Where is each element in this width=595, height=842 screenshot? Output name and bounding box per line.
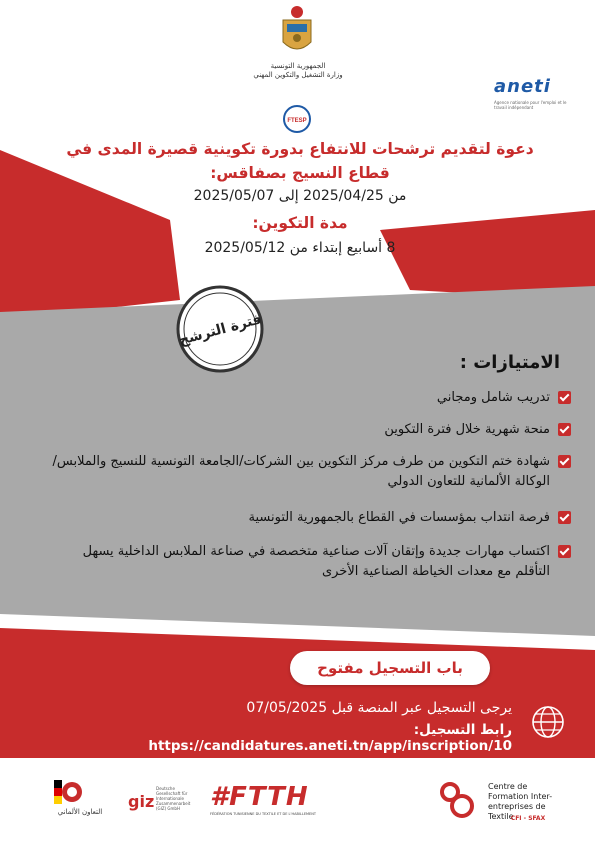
german-cooperation-text: التعاون الألماني [57,808,103,816]
checkbox-icon [558,511,571,524]
checkbox-icon [558,391,571,404]
ftth-logo: #FTTH [210,782,309,812]
advantage-item [51,388,571,408]
advantage-item [51,542,571,582]
duration-text: 8 أسابيع إبتداء من 2025/05/12 [204,240,396,256]
advantage-item [51,420,571,440]
cfi-logo-mark [436,778,480,822]
application-dates: من 2025/04/25 إلى 2025/05/07 [193,188,407,204]
advantage-item [51,452,571,492]
headline-title: دعوة لتقديم ترشحات للانتفاع بدورة تكوينية قصيرة المدى في [66,140,534,158]
ftesp-logo [282,104,312,134]
checkbox-icon [558,455,571,468]
registration-link[interactable]: رابط التسجيل: https://candidatures.aneti.tn/app/inscription/10 [148,722,512,754]
advantage-text: منحة شهرية خلال فترة التكوين [384,422,550,437]
application-period-stamp [175,284,265,374]
registration-deadline: يرجى التسجيل عبر المنصة قبل 07/05/2025 [246,700,512,716]
giz-subtitle: Deutsche Gesellschaft für Internationale Zusammenarbeit (GIZ) GmbH [156,786,191,811]
ftth-subtitle: FÉDÉRATION TUNISIENNE DU TEXTILE ET DE L'HABILLEMENT [210,812,317,816]
ftesp-text: FTESP [287,118,307,124]
advantage-text: شهادة ختم التكوين من طرف مركز التكوين بين الشركات/الجامعة التونسية للنسيج والملابس/ الوكالة الألمانية للتعاون الدولي [52,454,550,489]
advantage-text: فرصة انتداب بمؤسسات في القطاع بالجمهورية التونسية [248,510,550,525]
ministry-line1: الجمهورية التونسية [270,62,326,70]
aneti-logo: aneti [494,76,551,97]
registration-open-button[interactable]: باب التسجيل مفتوح [290,651,490,685]
advantage-text: اكتساب مهارات جديدة وإتقان آلات صناعية متخصصة في صناعة الملابس الداخلية يسهل التأقلم مع معدات الخياطة الصناعية الأخرى [82,544,550,579]
tunisia-emblem [277,4,317,58]
globe-icon [531,705,565,739]
aneti-subtitle: Agence nationale pour l'emploi et le travail indépendant [494,100,567,110]
advantage-item [51,508,571,528]
cfi-name: Centre de Formation Inter-entreprises de Textile [488,782,553,821]
advantage-text: تدريب شامل ومجاني [436,390,550,405]
headline-sector: قطاع النسيج بصفاقس: [210,164,390,182]
checkbox-icon [558,545,571,558]
cfi-tag: CFI - SFAX [510,815,546,822]
ministry-line2: وزارة التشغيل والتكوين المهني [253,71,343,79]
checkbox-icon [558,423,571,436]
duration-label: مدة التكوين: [252,214,348,232]
ministry-name [240,62,356,80]
stamp-text: فترة الترشح [177,311,264,349]
advantages-title: الامتيازات : [459,352,560,373]
giz-logo: giz [128,792,155,811]
